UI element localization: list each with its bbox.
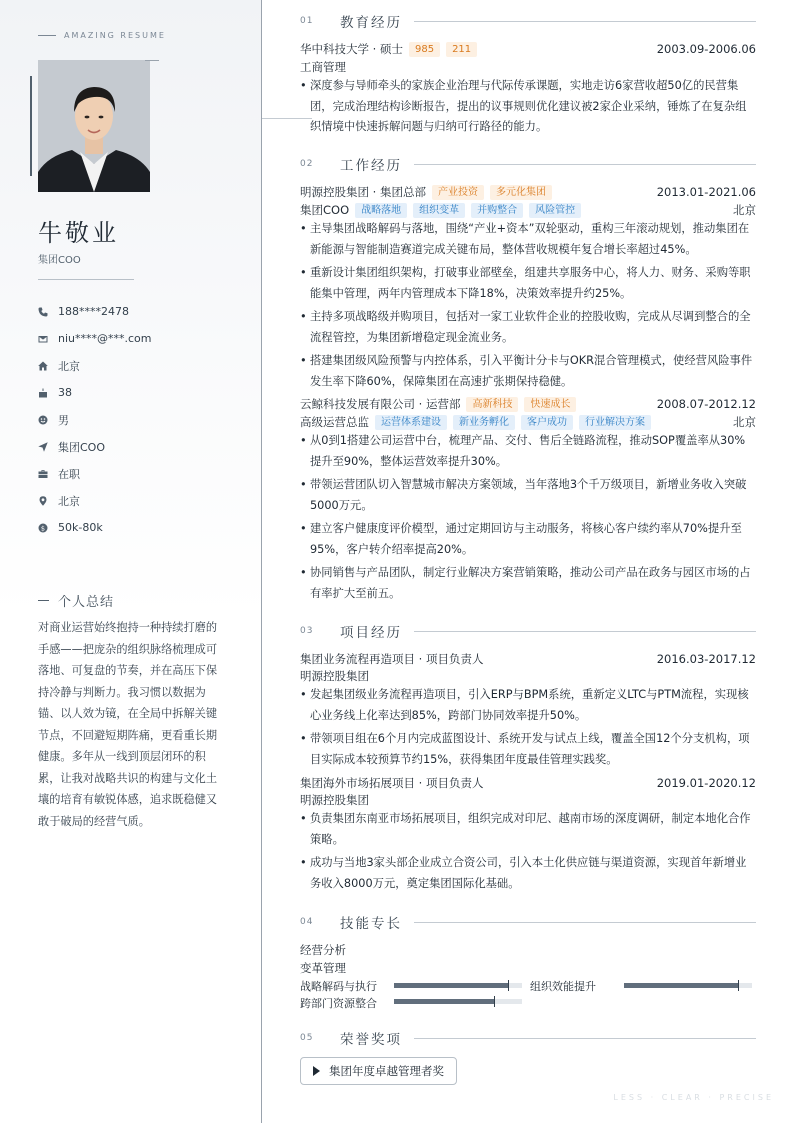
job-position-row: [300, 413, 756, 431]
job-city: 北京: [733, 203, 756, 217]
contact-text: 188****2478: [58, 305, 129, 318]
skill-bar-label: 组织效能提升: [530, 980, 596, 993]
skill-bar-fill: [394, 999, 495, 1004]
cake-icon: [38, 388, 48, 398]
skill-tag: 战略落地: [355, 203, 407, 218]
project-header: [300, 650, 756, 668]
section-number: 05: [300, 1033, 314, 1043]
job-bullet: • 建立客户健康度评价模型，通过定期回访与主动服务，将核心客户续约率从70%提升至95%，客户转介绍率提高20%。: [300, 519, 756, 560]
contact-home: [38, 352, 152, 379]
summary-heading: [38, 591, 114, 610]
contact-status: [38, 460, 152, 487]
skill-tag: 风险管控: [529, 203, 581, 218]
job-bullet: • 协同销售与产品团队，制定行业解决方案营销策略，推动公司产品在政务与园区市场的占有率扩大至前五。: [300, 563, 756, 604]
skill-bar-fill: [624, 983, 739, 988]
home-icon: [38, 361, 48, 371]
photo-corner-line: [145, 60, 159, 61]
section-work-header: [300, 154, 756, 174]
skill-bar-label: 跨部门资源整合: [300, 997, 377, 1010]
skill-bar-track: [624, 983, 752, 988]
job-bullet: • 主导集团战略解码与落地，围绕“产业+资本”双轮驱动，重构三年滚动规划，推动集团在新能源与智能制造赛道完成关键布局，整体营收规模年复合增长率超过45%。: [300, 219, 756, 260]
job-header: [300, 395, 756, 413]
section-rule: [414, 631, 756, 632]
candidate-name: 牛敬业: [38, 219, 119, 247]
job-bullet: • 主持多项战略级并购项目，包括对一家工业软件企业的控股收购，完成从尽调到整合的全流程管控，为集团新增稳定现金流业务。: [300, 307, 756, 348]
contact-location: [38, 487, 152, 514]
section-number: 04: [300, 917, 314, 927]
section-honors-header: [300, 1028, 756, 1048]
contact-text: 北京: [58, 494, 80, 508]
project-date: 2019.01-2020.12: [656, 776, 756, 790]
footer-tagline: LESS · CLEAR · PRECISE: [613, 1093, 774, 1102]
company-tag: 多元化集团: [490, 185, 552, 200]
project-header: [300, 774, 756, 792]
project-bullet: • 带领项目组在6个月内完成蓝图设计、系统开发与试点上线，覆盖全国12个分支机构，项目实际成本较预算节约15%，获得集团年度最佳管理实践奖。: [300, 729, 756, 770]
briefcase-icon: [38, 469, 48, 479]
project-name: 集团业务流程再造项目 · 项目负责人: [300, 652, 484, 666]
job-position: 集团COO: [300, 203, 350, 217]
award-text: 集团年度卓越管理者奖: [329, 1064, 444, 1078]
job-company: 云鲸科技发展有限公司 · 运营部: [300, 397, 461, 411]
contact-age: [38, 379, 152, 406]
section-skills-header: [300, 912, 756, 932]
award-badge: [300, 1057, 457, 1085]
job-date: 2008.07-2012.12: [656, 397, 756, 411]
education-school: 华中科技大学 · 硕士: [300, 42, 403, 56]
contact-phone: [38, 298, 152, 325]
contact-text: 在职: [58, 467, 80, 481]
education-date: 2003.09-2006.06: [656, 42, 756, 56]
section-education-header: [300, 11, 756, 31]
name-divider: [38, 279, 134, 280]
brand-divider: [38, 35, 56, 36]
job-position-row: [300, 201, 756, 219]
skill-bar-fill: [394, 983, 509, 988]
contact-text: 50k-80k: [58, 521, 103, 534]
candidate-title: 集团COO: [38, 255, 81, 266]
job-city: 北京: [733, 415, 756, 429]
skill-bar-marker: [494, 996, 495, 1007]
summary-text: 对商业运营始终抱持一种持续打磨的手感——把庞杂的组织脉络梳理成可落地、可复盘的节奏，并在高压下保持冷静与判断力。我习惯以数据为锚、以人效为镜，在全局中拆解关键节点，不回避短期阵痛，更看重长期健康。多年从一线到顶层闭环的积累，让我对战略共识的构建与文化土壤的培育有敏锐体感，追求既稳健又敢于破局的经营气质。: [38, 621, 218, 828]
company-tag: 产业投资: [432, 185, 484, 200]
job-bullet: • 重新设计集团组织架构，打破事业部壁垒，组建共享服务中心，将人力、财务、采购等职能集中管理，两年内管理成本下降18%，决策效率提升约25%。: [300, 263, 756, 304]
job-bullet: • 带领运营团队切入智慧城市解决方案领域，当年落地3个千万级项目，新增业务收入突破5000万元。: [300, 475, 756, 516]
project-bullet: • 负责集团东南亚市场拓展项目，组织完成对印尼、越南市场的深度调研，制定本地化合作策略。: [300, 809, 756, 850]
skill-tag: 运营体系建设: [375, 415, 447, 430]
project-org: 明源控股集团: [300, 793, 369, 807]
job-bullet: • 从0到1搭建公司运营中台，梳理产品、交付、售后全链路流程，推动SOP覆盖率从30%提升至90%，整体运营效率提升30%。: [300, 431, 756, 472]
summary-heading-dash: [38, 600, 49, 601]
education-major: 工商管理: [300, 60, 346, 74]
section-number: 01: [300, 16, 314, 26]
phone-icon: [38, 307, 48, 317]
photo-accent-bar: [30, 76, 32, 176]
section-rule: [414, 1038, 756, 1039]
skill-tag: 新业务孵化: [453, 415, 515, 430]
section-number: 02: [300, 159, 314, 169]
contact-email: [38, 325, 152, 352]
project-bullet: • 发起集团级业务流程再造项目，引入ERP与BPM系统，重新定义LTC与PTM流程，实现核心业务线上化率达到85%，跨部门协同效率提升50%。: [300, 685, 756, 726]
summary-title: 个人总结: [58, 595, 115, 610]
job-bullet: • 搭建集团级风险预警与内控体系，引入平衡计分卡与OKR混合管理模式，使经营风险事件发生率下降60%，保障集团在高速扩张期保持稳健。: [300, 351, 756, 392]
contact-salary: [38, 514, 152, 541]
profile-photo-illustration: [38, 60, 150, 192]
skill-tag: 组织变革: [413, 203, 465, 218]
email-icon: [38, 334, 48, 344]
svg-text:$: $: [40, 523, 46, 532]
education-tag: 985: [409, 42, 440, 57]
education-tag: 211: [446, 42, 477, 57]
skill-tag: 行业解决方案: [579, 415, 651, 430]
company-tag: 快速成长: [524, 397, 576, 412]
brand-text: AMAZING RESUME: [64, 31, 166, 40]
section-title: 项目经历: [340, 625, 402, 641]
section-number: 03: [300, 626, 314, 636]
job-header: [300, 183, 756, 201]
section-rule: [414, 21, 756, 22]
section-title: 荣誉奖项: [340, 1032, 402, 1048]
salary-icon: [38, 523, 48, 533]
section-title: 技能专长: [340, 916, 402, 932]
skill-bar-track: [394, 983, 522, 988]
brand: [38, 31, 166, 40]
contact-position: [38, 433, 152, 460]
skill-bar-marker: [738, 980, 739, 991]
contact-text: niu****@***.com: [58, 332, 152, 345]
job-company: 明源控股集团 · 集团总部: [300, 185, 426, 199]
section-title: 工作经历: [340, 158, 402, 174]
job-date: 2013.01-2021.06: [656, 185, 756, 199]
location-pin-icon: [38, 496, 48, 506]
section-rule: [414, 164, 756, 165]
skill-bar-track: [394, 999, 522, 1004]
project-name: 集团海外市场拓展项目 · 项目负责人: [300, 776, 484, 790]
skill-bar-label: 战略解码与执行: [300, 980, 377, 993]
sidebar: [0, 0, 262, 1123]
job-position: 高级运营总监: [300, 415, 369, 429]
contact-text: 集团COO: [58, 440, 105, 454]
skill-item: 经营分析: [300, 943, 346, 957]
project-date: 2016.03-2017.12: [656, 652, 756, 666]
skill-item: 变革管理: [300, 961, 346, 975]
contact-text: 男: [58, 413, 69, 427]
send-icon: [38, 442, 48, 452]
gender-icon: [38, 415, 48, 425]
education-bullet: • 深度参与导师牵头的家族企业治理与代际传承课题，实地走访6家营收超50亿的民营集团，完成治理结构诊断报告，提出的议事规则优化建议被2家企业采纳，锤炼了在复杂组织情境中快速拆解问题与归纳可行路径的能力。: [300, 76, 756, 138]
play-triangle-icon: [313, 1066, 320, 1076]
project-bullet: • 成功与当地3家头部企业成立合资公司，引入本土化供应链与渠道资源，实现首年新增业务收入8000万元，奠定集团国际化基础。: [300, 853, 756, 894]
company-tag: 高新科技: [466, 397, 518, 412]
skill-tag: 客户成功: [521, 415, 573, 430]
contact-gender: [38, 406, 152, 433]
contact-text: 北京: [58, 359, 80, 373]
contact-list: [38, 298, 152, 541]
section-title: 教育经历: [340, 15, 402, 31]
section-rule: [414, 922, 756, 923]
contact-text: 38: [58, 386, 72, 399]
education-entry-header: [300, 40, 756, 58]
project-org: 明源控股集团: [300, 669, 369, 683]
skill-tag: 并购整合: [471, 203, 523, 218]
profile-photo: [38, 60, 150, 192]
skill-bar-marker: [508, 980, 509, 991]
section-projects-header: [300, 621, 756, 641]
